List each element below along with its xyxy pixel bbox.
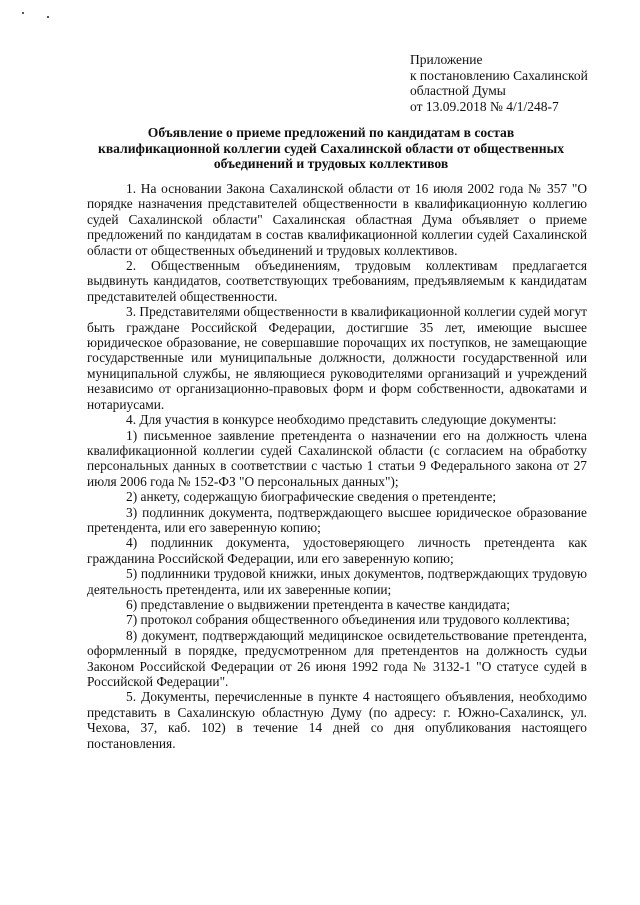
appendix-header — [410, 52, 610, 114]
document-list-item: 3) подлинник документа, подтверждающего высшее юридическое образование претендента, или его заверенную копию; — [87, 504, 587, 535]
appendix-line: к постановлению Сахалинской — [410, 67, 588, 83]
paragraph-3: 3. Представителями общественности в квалификационной коллегии судей могут быть граждане Российской Федерации, достигшие 35 лет, имеющие высшее юридическое образование, не совершавшие порочащих их поступков, не замещающие государственные или муниципальные должности, должности государственной или муниципальной службы, не являющиеся руководителями организаций и учреждений независимо от организационно-правовых форм и форм собственности, адвокатами и нотариусами. — [87, 304, 587, 412]
document-list-item: 1) письменное заявление претендента о назначении его на должность члена квалификационной коллегии судей Сахалинской области (с согласием на обработку персональных данных в соответствии с частью 1 статьи 9 Федерального закона от 27 июля 2006 года № 152-ФЗ "О персональных данных"); — [87, 427, 587, 489]
announcement-body — [87, 181, 587, 751]
document-list-item: 5) подлинники трудовой книжки, иных документов, подтверждающих трудовую деятельность претендента, или их заверенные копии; — [87, 566, 587, 597]
appendix-line: областной Думы — [410, 83, 506, 98]
paragraph-1: 1. На основании Закона Сахалинской области от 16 июля 2002 года № 357 "О порядке назначения представителей общественности в квалификационную коллегию судей Сахалинской области" Сахалинская областная Дума объявляет о приеме предложений по кандидатам в состав квалификационной коллегии судей Сахалинской области от общественных объединений и трудовых коллективов. — [87, 181, 587, 258]
document-list-item: 2) анкету, содержащую биографические сведения о претенденте; — [126, 489, 497, 505]
paragraph-2: 2. Общественным объединениям, трудовым коллективам предлагается выдвинуть кандидатов, соответствующих требованиям, предъявляемым к кандидатам представителей общественности. — [87, 258, 587, 304]
announcement-title: Объявление о приеме предложений по кандидатам в состав квалификационной коллегии судей Сахалинской области от общественных объединений и трудовых коллективов — [98, 125, 564, 171]
document-list-item: 7) протокол собрания общественного объединения или трудового коллектива; — [126, 612, 570, 628]
document-list-item: 4) подлинник документа, удостоверяющего личность претендента как гражданина Российской Федерации, или его заверенную копию; — [87, 535, 587, 566]
paragraph-5: 5. Документы, перечисленные в пункте 4 настоящего объявления, необходимо представить в Сахалинскую областную Думу (по адресу: г. Южно-Сахалинск, ул. Чехова, 37, каб. 102) в течение 14 дней со дня опубликования настоящего постановления. — [87, 689, 587, 751]
paragraph-4: 4. Для участия в конкурсе необходимо представить следующие документы: — [126, 412, 557, 428]
document-list-item: 6) представление о выдвижении претендента в качестве кандидата; — [126, 596, 510, 612]
scan-speck — [47, 16, 49, 18]
appendix-line: от 13.09.2018 № 4/1/248-7 — [410, 98, 559, 114]
document-list-item: 8) документ, подтверждающий медицинское освидетельствование претендента, оформленный в порядке, предусмотренном для претендентов на должность судьи Законом Российской Федерации от 26 июня 1992 года № 3132-1 "О статусе судей в Российской Федерации". — [87, 627, 587, 689]
scan-speck — [22, 12, 24, 14]
appendix-line: Приложение — [410, 52, 483, 67]
